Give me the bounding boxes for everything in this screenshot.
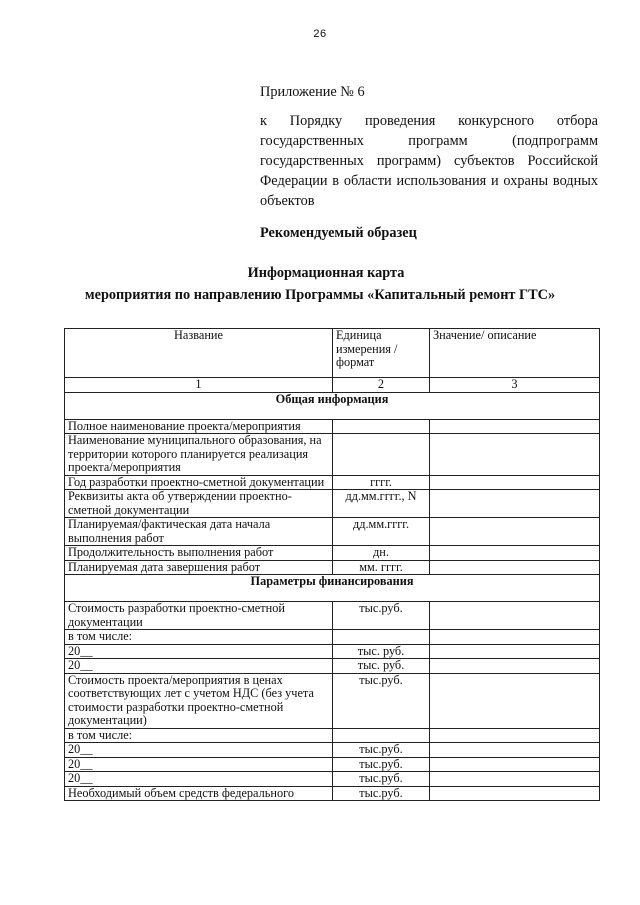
row-name-cell: 20__ — [65, 757, 333, 772]
row-value-cell — [430, 434, 600, 476]
table-row — [65, 518, 600, 546]
row-unit-cell — [333, 419, 430, 434]
row-unit-cell: тыс. руб. — [333, 659, 430, 674]
table-row — [65, 630, 600, 645]
table-row — [65, 786, 600, 801]
table-row — [65, 419, 600, 434]
table-header-row — [65, 329, 600, 378]
row-name-cell: в том числе: — [65, 630, 333, 645]
row-unit-cell: тыс.руб. — [333, 602, 430, 630]
table-row — [65, 659, 600, 674]
row-value-cell — [430, 673, 600, 728]
row-name-cell: Продолжительность выполнения работ — [65, 546, 333, 561]
row-name-cell: Планируемая/фактическая дата начала выполнения работ — [65, 518, 333, 546]
table-row — [65, 560, 600, 575]
row-value-cell — [430, 602, 600, 630]
row-unit-cell: тыс.руб. — [333, 757, 430, 772]
row-unit-cell: дн. — [333, 546, 430, 561]
row-name-cell: Необходимый объем средств федерального — [65, 786, 333, 801]
row-value-cell — [430, 743, 600, 758]
row-name-cell: 20__ — [65, 644, 333, 659]
row-name-cell: Стоимость разработки проектно-сметной документации — [65, 602, 333, 630]
row-unit-cell — [333, 630, 430, 645]
row-value-cell — [430, 490, 600, 518]
row-value-cell — [430, 786, 600, 801]
table-row — [65, 743, 600, 758]
row-value-cell — [430, 630, 600, 645]
row-unit-cell — [333, 728, 430, 743]
row-value-cell — [430, 475, 600, 490]
table-row — [65, 602, 600, 630]
sample-label: Рекомендуемый образец — [260, 225, 417, 241]
row-name-cell: 20__ — [65, 743, 333, 758]
appendix-text: к Порядку проведения конкурсного отбора государственных программ (подпрограмм государственных программ) субъектов Российской Федерации в области использования и охраны водных объектов — [260, 113, 598, 209]
table-row — [65, 757, 600, 772]
row-value-cell — [430, 772, 600, 787]
appendix-block — [260, 82, 598, 211]
table-row — [65, 546, 600, 561]
table-row — [65, 644, 600, 659]
header-name: Название — [65, 329, 333, 378]
section-title: Параметры финансирования — [65, 575, 600, 602]
row-value-cell — [430, 419, 600, 434]
row-name-cell: Наименование муниципального образования, на территории которого планируется реализация проекта/мероприятия — [65, 434, 333, 476]
section-row — [65, 392, 600, 419]
table-row — [65, 772, 600, 787]
row-name-cell: 20__ — [65, 659, 333, 674]
row-name-cell: 20__ — [65, 772, 333, 787]
table-row — [65, 490, 600, 518]
row-unit-cell: тыс.руб. — [333, 786, 430, 801]
column-number-3: 3 — [430, 378, 600, 393]
row-unit-cell: тыс.руб. — [333, 743, 430, 758]
row-value-cell — [430, 560, 600, 575]
row-unit-cell — [333, 434, 430, 476]
table-row — [65, 475, 600, 490]
column-number-2: 2 — [333, 378, 430, 393]
row-name-cell: Планируемая дата завершения работ — [65, 560, 333, 575]
column-number-1: 1 — [65, 378, 333, 393]
row-name-cell: Полное наименование проекта/мероприятия — [65, 419, 333, 434]
section-title: Общая информация — [65, 392, 600, 419]
row-unit-cell: мм. гггг. — [333, 560, 430, 575]
table-row — [65, 434, 600, 476]
row-unit-cell: дд.мм.гггг., N — [333, 490, 430, 518]
table-row — [65, 673, 600, 728]
row-name-cell: Реквизиты акта об утверждении проектно-сметной документации — [65, 490, 333, 518]
row-name-cell: Год разработки проектно-сметной документации — [65, 475, 333, 490]
row-name-cell: Стоимость проекта/мероприятия в ценах соответствующих лет с учетом НДС (без учета стоимости разработки проектно-сметной документации) — [65, 673, 333, 728]
row-unit-cell: тыс. руб. — [333, 644, 430, 659]
table-row — [65, 728, 600, 743]
header-value: Значение/ описание — [430, 329, 600, 378]
card-title-line1: Информационная карта — [247, 265, 405, 281]
section-row — [65, 575, 600, 602]
card-title-line2: мероприятия по направлению Программы «Капитальный ремонт ГТС» — [84, 287, 556, 303]
row-unit-cell: дд.мм.гггг. — [333, 518, 430, 546]
info-card-table — [64, 328, 600, 801]
row-unit-cell: тыс.руб. — [333, 673, 430, 728]
header-unit: Единица измерения / формат — [333, 329, 430, 378]
row-unit-cell: тыс.руб. — [333, 772, 430, 787]
row-value-cell — [430, 757, 600, 772]
row-value-cell — [430, 728, 600, 743]
row-unit-cell: гггг. — [333, 475, 430, 490]
appendix-title: Приложение № 6 — [260, 84, 365, 100]
card-title — [0, 262, 640, 306]
row-value-cell — [430, 659, 600, 674]
page-number: 26 — [313, 28, 327, 40]
row-value-cell — [430, 644, 600, 659]
row-name-cell: в том числе: — [65, 728, 333, 743]
table-number-row — [65, 378, 600, 393]
row-value-cell — [430, 518, 600, 546]
row-value-cell — [430, 546, 600, 561]
